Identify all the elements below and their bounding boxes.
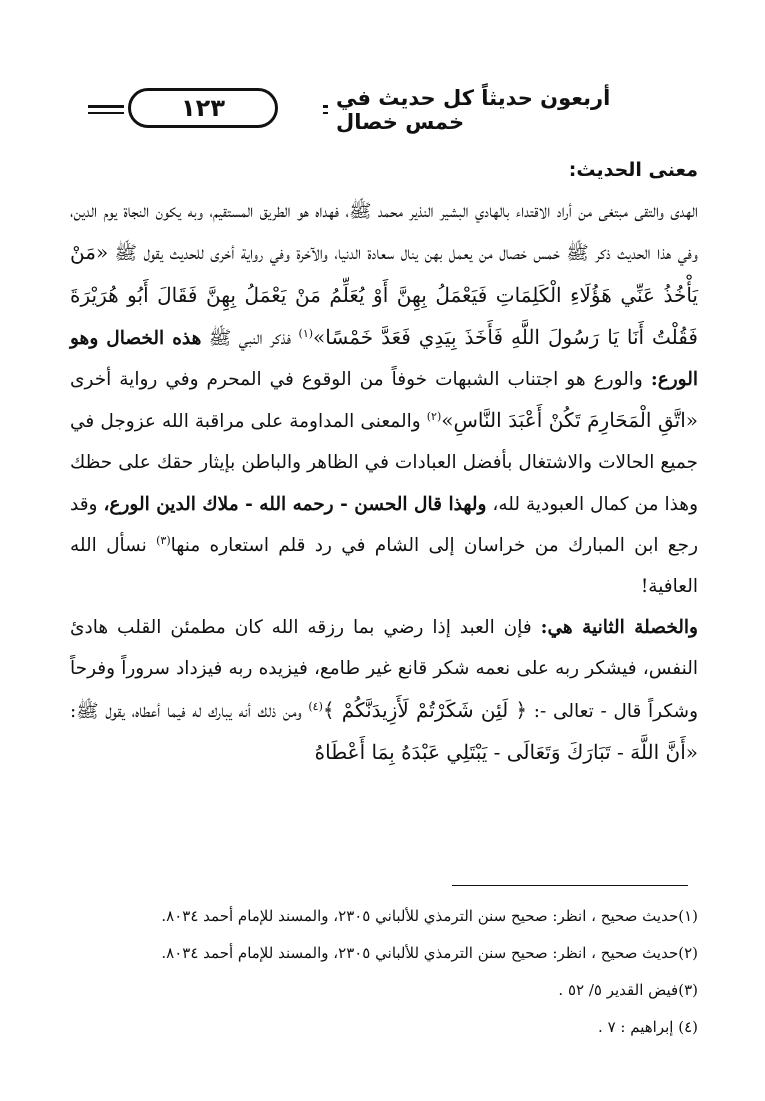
- paragraph-2: [70, 607, 698, 774]
- section-heading: معنى الحديث:: [568, 159, 698, 181]
- header-rule-left-thin: [88, 112, 124, 114]
- header-rule-left: [88, 105, 124, 108]
- paragraph-1: [70, 191, 698, 607]
- text-run: الهدى والتقى مبتغى من أراد الاقتداء بالهادي البشير النذير محمد ﷺ، فهداه هو الطريق المستقيم، وبه يكون النجاة يوم الدين، وفي هذا الحديث ذكر ﷺ خمس خصال من يعمل بهن ينال سعادة الدنيا، والآخرة وفي رواية أخرى للحديث يقول ﷺ: [70, 201, 698, 265]
- text-run: نسأل الله العافية!: [70, 534, 698, 598]
- footnote-1: (١)حديث صحيح ، انظر: صحيح سنن الترمذي للألباني ٢٣٠٥، والمسند للإمام أحمد ٨٠٣٤.: [161, 907, 698, 925]
- footnote-2: (٢)حديث صحيح ، انظر: صحيح سنن الترمذي للألباني ٢٣٠٥، والمسند للإمام أحمد ٨٠٣٤.: [161, 944, 698, 962]
- footnote-ref: (١): [298, 326, 314, 340]
- footnote-4: (٤) إبراهيم : ٧ .: [598, 1018, 698, 1036]
- running-title: أربعون حديثاً كل حديث في خمس خصال: [328, 90, 683, 130]
- bold-phrase: ولهذا قال الحسن - رحمه الله - ملاك الدين الورع،: [103, 493, 487, 515]
- footnote-separator: [452, 885, 688, 886]
- footnote-ref: (٢): [426, 410, 442, 424]
- footnote-ref: (٤): [308, 699, 323, 713]
- footnotes: [70, 898, 698, 1046]
- footnote-ref: (٣): [156, 533, 171, 547]
- text-run: فإن العبد إذا رضي بما رزقه الله كان مطمئن القلب هادئ النفس، فيشكر ربه على نعمه شكر قانع غير طامع، فيزيده ربه فيزداد سروراً وفرحاً وشكراً قال - تعالى -:: [70, 617, 698, 722]
- text-run: ومن ذلك أنه يبارك له فيما أعطاه، يقول ﷺ:: [70, 700, 309, 722]
- footnote-3: (٣)فيض القدير ٥/ ٥٢ .: [558, 981, 698, 999]
- page-header: [88, 88, 683, 134]
- hadith-quote: «أَنَّ اللَّهَ - تَبَارَكَ وَتَعَالَى - يَبْتَلِي عَبْدَهُ بِمَا أَعْطَاهُ: [314, 739, 698, 764]
- text-run: والمعنى المداومة على مراقبة الله عزوجل في جميع الحالات والاشتغال بأفضل العبادات في الظاهر والباطن بإيثار حقك على حظك وهذا من كمال العبودية لله،: [70, 411, 699, 515]
- bold-phrase: والخصلة الثانية هي:: [540, 617, 698, 639]
- page-number: ١٢٣: [128, 88, 278, 128]
- body-text: [70, 150, 698, 774]
- hadith-quote: «مَنْ يَأْخُذُ عَنِّي هَؤُلَاءِ الْكَلِمَاتِ فَيَعْمَلُ بِهِنَّ أَوْ يُعَلِّمُ مَنْ يَعْمَلُ بِهِنَّ فَقَالَ أَبُو هُرَيْرَةَ فَقُلْتُ أَنَا يَا رَسُولَ اللَّهِ فَأَخَذَ بِيَدِي فَعَدَّ خَمْسًا»: [70, 240, 698, 349]
- quran-quote: ﴿ لَئِن شَكَرْتُمْ لَأَزِيدَنَّكُمْ ﴾: [322, 697, 528, 722]
- bold-phrase: هذه الخصال وهو الورع:: [70, 327, 698, 391]
- text-run: وقد رجع ابن المبارك من خراسان إلى الشام في رد قلم استعاره منها: [70, 493, 698, 556]
- text-run: والورع هو اجتناب الشبهات خوفاً من الوقوع في المحرم وفي رواية أخرى: [70, 369, 651, 391]
- hadith-quote: «اتَّقِ الْمَحَارِمَ تَكُنْ أَعْبَدَ النَّاسِ»: [441, 408, 699, 433]
- text-run: فذكر النبي ﷺ: [201, 327, 299, 349]
